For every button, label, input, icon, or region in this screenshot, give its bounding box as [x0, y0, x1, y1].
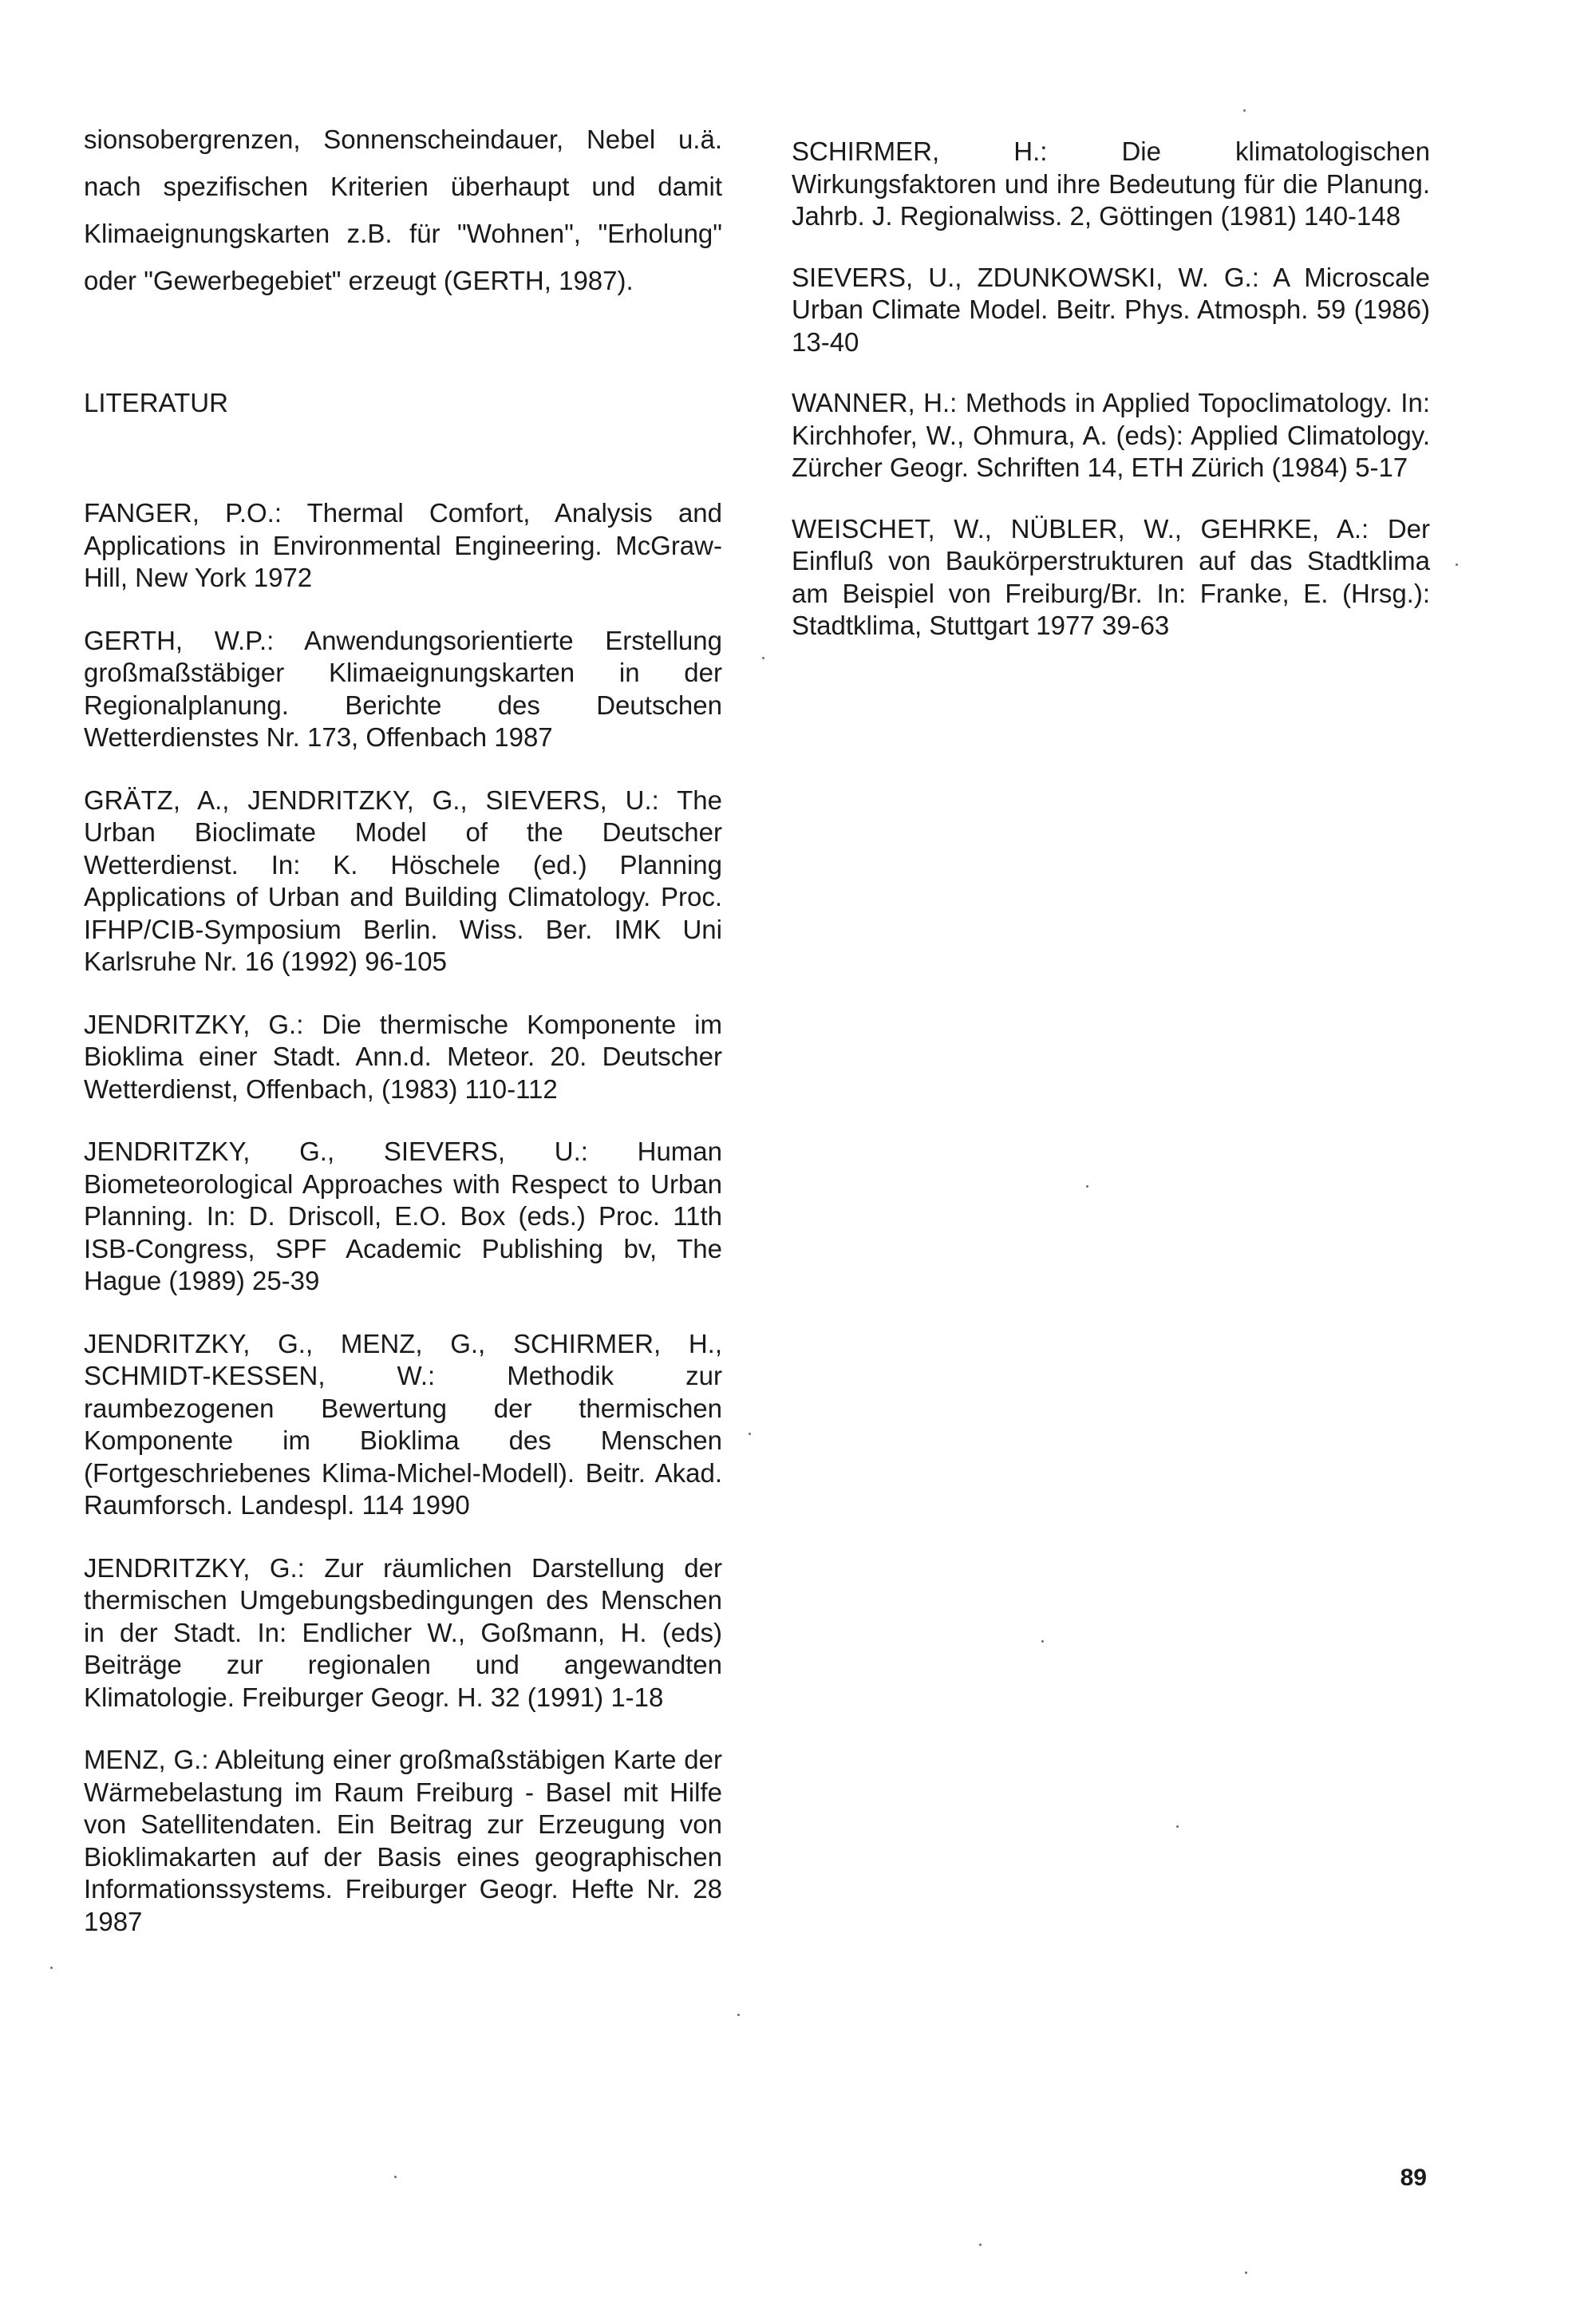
reference-entry: GERTH, W.P.: Anwendungsorientierte Erstellung großmaßstäbiger Klimaeignungskarten in der Regionalplanung. Berichte des Deutschen Wetterdienstes Nr. 173, Offenbach 1987	[84, 625, 722, 752]
scan-speck	[979, 2244, 982, 2246]
reference-entry: GRÄTZ, A., JENDRITZKY, G., SIEVERS, U.: The Urban Bioclimate Model of the Deutscher Wetterdienst. In: K. Höschele (ed.) Planning Applications of Urban and Building Climatology. Proc. IFHP/CIB-Symposium Berlin. Wiss. Ber. IMK Uni Karlsruhe Nr. 16 (1992) 96-105	[84, 785, 722, 976]
reference-entry: SCHIRMER, H.: Die klimatologischen Wirkungsfaktoren und ihre Bedeutung für die Planung. Jahrb. J. Regionalwiss. 2, Göttingen (1981) 140-148	[792, 136, 1430, 231]
intro-line: nach spezifischen Kriterien überhaupt und damit	[84, 172, 722, 201]
reference-entry: MENZ, G.: Ableitung einer großmaßstäbigen Karte der Wärmebelastung im Raum Freiburg - Basel mit Hilfe von Satellitendaten. Ein Beitrag zur Erzeugung von Bioklimakarten auf der Basis eines geographischen Informationssystems. Freiburger Geogr. Hefte Nr. 28 1987	[84, 1745, 722, 1936]
scan-speck	[1243, 109, 1246, 112]
page-number: 89	[1400, 2165, 1427, 2191]
reference-entry: JENDRITZKY, G., SIEVERS, U.: Human Biometeorological Approaches with Respect to Urban Planning. In: D. Driscoll, E.O. Box (eds.) Proc. 11th ISB-Congress, SPF Academic Publishing bv, The Hague (1989) 25-39	[84, 1137, 722, 1295]
right-column	[792, 136, 1430, 671]
reference-entry: JENDRITZKY, G., MENZ, G., SCHIRMER, H., SCHMIDT-KESSEN, W.: Methodik zur raumbezogenen Bewertung der thermischen Komponente im Bioklima des Menschen (Fortgeschriebenes Klima-Michel-Modell). Beitr. Akad. Raumforsch. Landespl. 114 1990	[84, 1328, 722, 1520]
scan-speck	[1456, 563, 1458, 566]
scan-speck	[762, 657, 764, 659]
reference-entry: SIEVERS, U., ZDUNKOWSKI, W. G.: A Microscale Urban Climate Model. Beitr. Phys. Atmosph. 59 (1986) 13-40	[792, 262, 1430, 357]
reference-entry: FANGER, P.O.: Thermal Comfort, Analysis and Applications in Environmental Engineering. McGraw-Hill, New York 1972	[84, 498, 722, 592]
scan-speck	[749, 1433, 751, 1435]
reference-entry: WANNER, H.: Methods in Applied Topoclimatology. In: Kirchhofer, W., Ohmura, A. (eds): Applied Climatology. Zürcher Geogr. Schriften 14, ETH Zürich (1984) 5-17	[792, 388, 1430, 482]
scan-speck	[1176, 1825, 1179, 1828]
reference-entry: WEISCHET, W., NÜBLER, W., GEHRKE, A.: Der Einfluß von Baukörperstrukturen auf das Stadtklima am Beispiel von Freiburg/Br. In: Franke, E. (Hrsg.): Stadtklima, Stuttgart 1977 39-63	[792, 513, 1430, 640]
left-column	[84, 124, 722, 1968]
scan-speck	[737, 2014, 740, 2016]
reference-entry: JENDRITZKY, G.: Zur räumlichen Darstellung der thermischen Umgebungsbedingungen des Menschen in der Stadt. In: Endlicher W., Goßmann, H. (eds) Beiträge zur regionalen und angewandten Klimatologie. Freiburger Geogr. H. 32 (1991) 1-18	[84, 1552, 722, 1712]
scan-speck	[1245, 2272, 1247, 2274]
literature-heading: LITERATUR	[84, 388, 228, 417]
scan-speck	[1041, 1640, 1044, 1643]
scan-speck	[394, 2176, 397, 2178]
intro-line: Klimaeignungskarten z.B. für "Wohnen", "Erholung"	[84, 219, 722, 248]
intro-line: sionsobergrenzen, Sonnenscheindauer, Nebel u.ä.	[84, 125, 722, 154]
intro-line: oder "Gewerbegebiet" erzeugt (GERTH, 1987).	[84, 266, 634, 295]
scan-speck	[1086, 1185, 1088, 1188]
reference-entry: JENDRITZKY, G.: Die thermische Komponente im Bioklima einer Stadt. Ann.d. Meteor. 20. Deutscher Wetterdienst, Offenbach, (1983) 110-112	[84, 1009, 722, 1104]
scan-speck	[50, 1967, 53, 1969]
